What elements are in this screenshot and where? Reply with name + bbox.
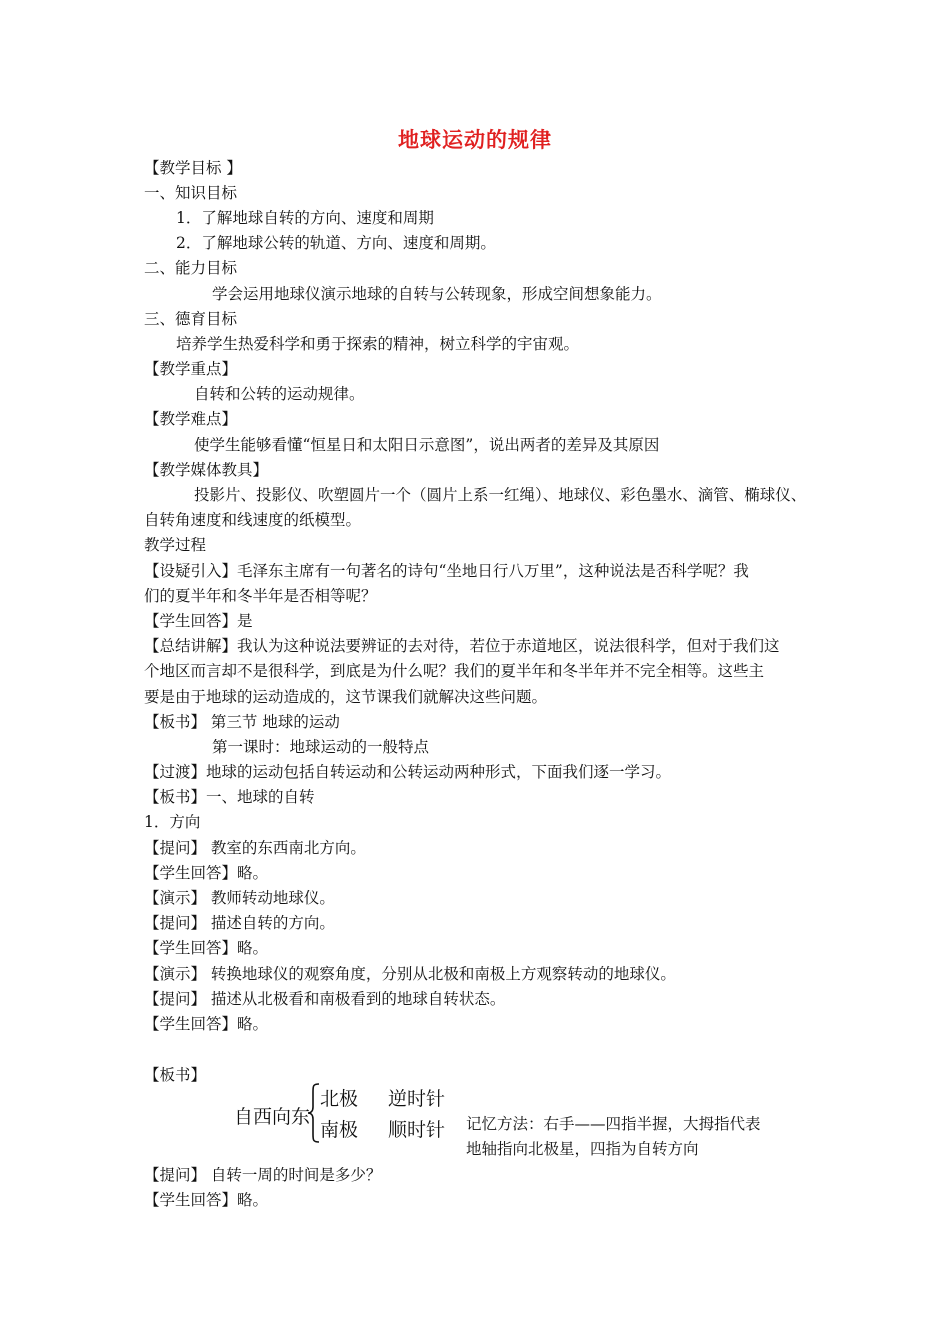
list-item: 2．了解地球公转的轨道、方向、速度和周期。	[176, 234, 496, 252]
paragraph: 第一课时：地球运动的一般特点	[212, 738, 430, 756]
paragraph: 自转和公转的运动规律。	[194, 385, 365, 403]
section-heading: 教学过程	[144, 536, 207, 554]
page-title: 地球运动的规律	[398, 127, 552, 152]
section-heading: 【教学媒体教具】	[144, 461, 269, 479]
paragraph: 要是由于地球的运动造成的，这节课我们就解决这些问题。	[144, 688, 548, 706]
paragraph: 个地区而言却不是很科学，到底是为什么呢？我们的夏半年和冬半年并不完全相等。这些主	[144, 662, 765, 680]
paragraph: 【演示】 教师转动地球仪。	[144, 889, 335, 907]
subsection-heading: 二、能力目标	[144, 259, 238, 277]
paragraph: 1．方向	[144, 813, 201, 831]
paragraph: 【板书】一、地球的自转	[144, 788, 315, 806]
paragraph: 【学生回答】是	[144, 612, 253, 630]
section-heading: 【教学重点】	[144, 360, 238, 378]
list-item: 1．了解地球自转的方向、速度和周期	[176, 209, 434, 227]
diagram-north-label: 北极	[320, 1088, 359, 1110]
paragraph: 【总结讲解】我认为这种说法要辨证的去对待，若位于赤道地区，说法很科学，但对于我们这	[144, 637, 780, 655]
paragraph: 【学生回答】略。	[144, 864, 269, 882]
section-heading: 【教学目标 】	[144, 159, 242, 177]
paragraph: 【演示】 转换地球仪的观察角度，分别从北极和南极上方观察转动的地球仪。	[144, 965, 676, 983]
diagram-main-label: 自西向东	[234, 1106, 311, 1128]
paragraph: 【板书】	[144, 1066, 207, 1084]
paragraph: 【提问】 描述自转的方向。	[144, 914, 335, 932]
paragraph: 【学生回答】略。	[144, 1015, 269, 1033]
paragraph: 们的夏半年和冬半年是否相等呢？	[144, 587, 377, 605]
subsection-heading: 三、德育目标	[144, 310, 238, 328]
diagram-south-direction: 顺时针	[388, 1119, 446, 1141]
paragraph: 投影片、投影仪、吹塑圆片一个（圆片上系一红绳）、地球仪、彩色墨水、滴管、椭球仪、	[194, 486, 807, 504]
paragraph: 【过渡】地球的运动包括自转运动和公转运动两种形式，下面我们逐一学习。	[144, 763, 672, 781]
paragraph: 【学生回答】略。	[144, 1191, 269, 1209]
paragraph: 学会运用地球仪演示地球的自转与公转现象，形成空间想象能力。	[212, 285, 662, 303]
paragraph: 【板书】 第三节 地球的运动	[144, 713, 340, 731]
paragraph: 使学生能够看懂“恒星日和太阳日示意图”，说出两者的差异及其原因	[194, 436, 660, 454]
diagram-north-direction: 逆时针	[388, 1088, 446, 1110]
diagram-south-label: 南极	[320, 1119, 359, 1141]
paragraph: 【提问】 描述从北极看和南极看到的地球自转状态。	[144, 990, 506, 1008]
paragraph: 培养学生热爱科学和勇于探索的精神，树立科学的宇宙观。	[176, 335, 580, 353]
paragraph: 自转角速度和线速度的纸模型。	[144, 511, 362, 529]
memo-line-2: 地轴指向北极星，四指为自转方向	[466, 1140, 699, 1158]
section-heading: 【教学难点】	[144, 410, 238, 428]
subsection-heading: 一、知识目标	[144, 184, 238, 202]
paragraph: 【学生回答】略。	[144, 939, 269, 957]
paragraph: 【设疑引入】毛泽东主席有一句著名的诗句“坐地日行八万里”，这种说法是否科学呢？我	[144, 562, 749, 580]
memo-line-1: 记忆方法：右手——四指半握，大拇指代表	[466, 1115, 761, 1133]
paragraph: 【提问】 自转一周的时间是多少？	[144, 1166, 382, 1184]
paragraph: 【提问】 教室的东西南北方向。	[144, 839, 366, 857]
